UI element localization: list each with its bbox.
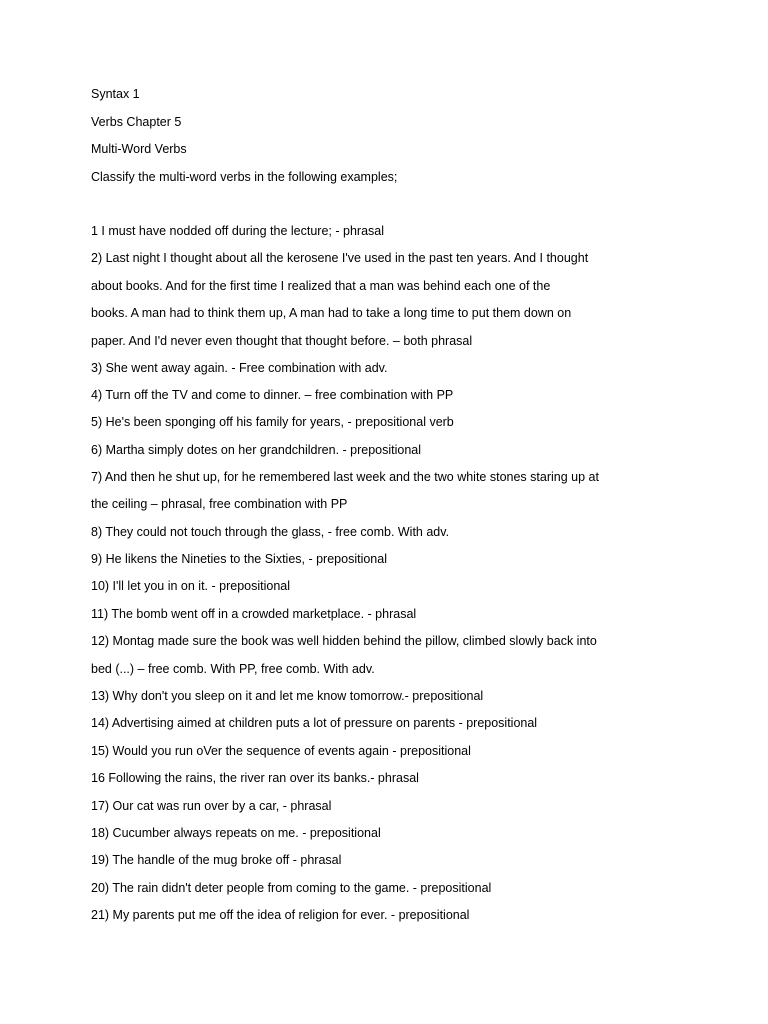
exercise-line: paper. And I'd never even thought that thought before. – both phrasal [91,334,473,348]
exercise-line: 3) She went away again. - Free combination with adv. [91,361,388,375]
exercise-line: 1 I must have nodded off during the lecture; - phrasal [91,224,385,238]
exercise-line: 6) Martha simply dotes on her grandchildren. - prepositional [91,443,422,457]
exercise-line: 14) Advertising aimed at children puts a lot of pressure on parents - prepositional [91,716,538,730]
chapter-title: Verbs Chapter 5 [91,115,182,129]
exercise-line: the ceiling – phrasal, free combination with PP [91,497,348,511]
exercise-line: 9) He likens the Nineties to the Sixties, - prepositional [91,552,387,566]
exercise-line: 11) The bomb went off in a crowded marketplace. - phrasal [91,607,417,621]
exercise-line: 18) Cucumber always repeats on me. - prepositional [91,826,381,840]
exercise-line: 12) Montag made sure the book was well hidden behind the pillow, climbed slowly back into [91,634,597,648]
exercise-line: 8) They could not touch through the glass, - free comb. With adv. [91,525,450,539]
exercise-instruction: Classify the multi-word verbs in the following examples; [91,170,398,184]
exercise-line: 4) Turn off the TV and come to dinner. – free combination with PP [91,388,454,402]
course-title: Syntax 1 [91,87,140,101]
exercise-line: 21) My parents put me off the idea of religion for ever. - prepositional [91,908,470,922]
exercise-line: 7) And then he shut up, for he remembered last week and the two white stones staring up at [91,470,599,484]
exercise-line: books. A man had to think them up, A man had to take a long time to put them down on [91,306,572,320]
exercise-line: 17) Our cat was run over by a car, - phrasal [91,799,332,813]
exercise-line: 5) He's been sponging off his family for years, - prepositional verb [91,415,454,429]
exercise-line: 16 Following the rains, the river ran over its banks.- phrasal [91,771,419,785]
exercise-line: 15) Would you run oVer the sequence of events again - prepositional [91,744,471,758]
exercise-line: 19) The handle of the mug broke off - phrasal [91,853,342,867]
exercise-line: 20) The rain didn't deter people from coming to the game. - prepositional [91,881,492,895]
exercise-line: bed (...) – free comb. With PP, free comb. With adv. [91,662,375,676]
exercise-line: about books. And for the first time I realized that a man was behind each one of the [91,279,551,293]
exercise-line: 2) Last night I thought about all the kerosene I've used in the past ten years. And I thought [91,251,589,265]
exercise-line: 10) I'll let you in on it. - prepositional [91,579,291,593]
exercise-line: 13) Why don't you sleep on it and let me know tomorrow.- prepositional [91,689,484,703]
topic-title: Multi-Word Verbs [91,142,187,156]
